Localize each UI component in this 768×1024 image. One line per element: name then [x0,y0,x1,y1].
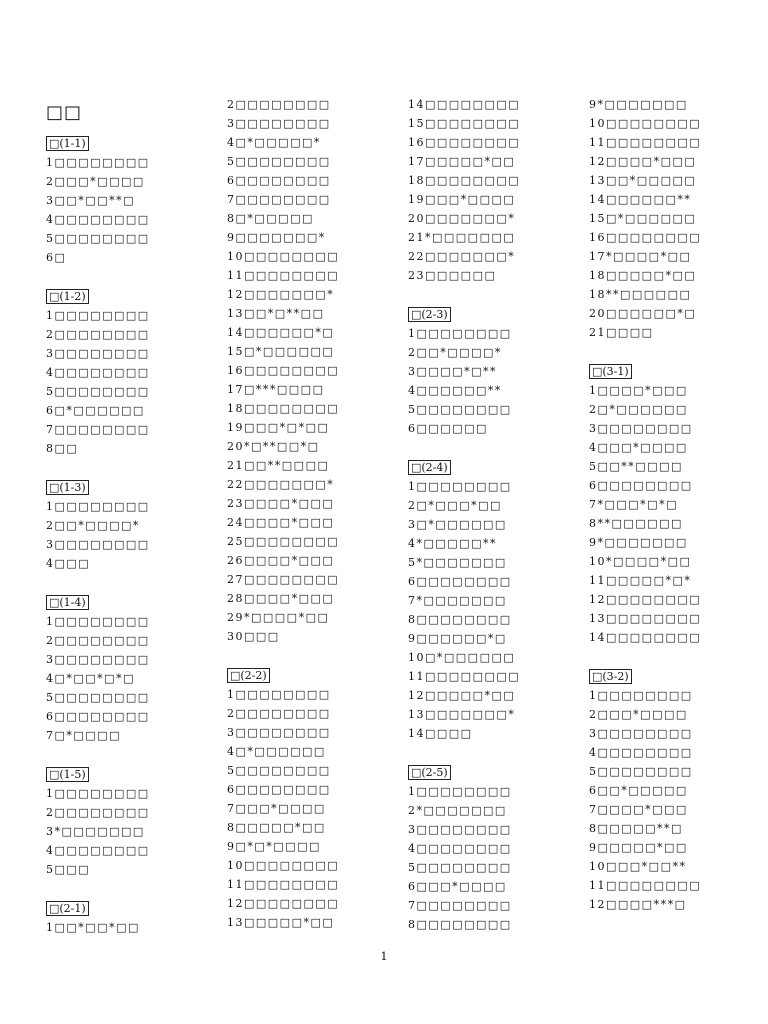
section [589,360,759,647]
text-line: 1□□□□□□□□ [589,689,693,702]
text-line: 1□□*□□*□□ [46,921,140,934]
text-line: 18□□□□□□□□ [227,402,340,415]
text-line: 12□□□□□□□* [227,288,335,301]
text-line: 5□□□□□□□□ [227,155,331,168]
text-line: 8□□□□□□□□ [408,613,512,626]
text-line: 4□□□□□□□□ [46,844,150,857]
text-line: 1□□□□□□□□ [46,309,150,322]
text-line: 14□□□□□□** [589,193,692,206]
text-line: 4□□□*□□□□ [589,441,688,454]
text-line: 7□*□□□□ [46,729,121,742]
text-line: 12□□□□***□ [589,898,687,911]
text-line: 5*□□□□□□□ [408,556,507,569]
section [46,132,216,267]
text-line: 2□□□*□□□□ [589,708,688,721]
text-line: 11□□□□□□□□ [589,136,702,149]
text-line: 1□□□□□□□□ [408,785,512,798]
text-line: 4□*□□*□*□ [46,672,135,685]
section-heading: □(1-1) [46,136,89,151]
text-line: 4□*□□□□□□ [227,745,326,758]
text-line: 22□□□□□□□* [408,250,516,263]
text-line: 9□□□□□□□* [227,231,326,244]
page-number: 1 [380,950,388,963]
text-line: 26□□□□*□□□ [227,554,335,567]
text-line: 13□□□□□□□* [408,708,516,721]
text-line: 7□□□*□□□□ [227,802,326,815]
text-line: 10□□□□□□□□ [227,250,340,263]
text-line: 13□□*□**□□ [227,307,325,320]
section-heading: □(1-2) [46,289,89,304]
text-line: 7□□□□*□□□ [589,803,688,816]
text-line: 3□□□□□□□□ [589,727,693,740]
text-line: 14□□□□□□□□ [589,631,702,644]
section-heading: □(2-5) [408,765,451,780]
text-line: 15□□□□□□□□ [408,117,521,130]
section [227,664,397,932]
text-line: 10*□□□□*□□ [589,555,692,568]
text-line: 15□*□□□□□□ [589,212,697,225]
section [408,303,578,438]
section-heading: □(2-1) [46,901,89,916]
section [227,95,397,646]
section [46,763,216,879]
section [46,591,216,745]
section [589,95,759,342]
text-line: 2□□*□□□□* [408,346,502,359]
text-line: 29*□□□□*□□ [227,611,330,624]
text-line: 1□□□□□□□□ [408,480,512,493]
section-heading: □(1-4) [46,595,89,610]
text-line: 12□□□□□□□□ [589,593,702,606]
text-line: 7□□□□□□□□ [408,899,512,912]
text-line: 1□□□□□□□□ [46,787,150,800]
text-line: 11□□□□□*□* [589,574,692,587]
page-title: □□ [46,102,83,123]
section-heading: □(2-4) [408,460,451,475]
section-heading: □(3-2) [589,669,632,684]
text-line: 3□*□□□□□□ [408,518,507,531]
text-line: 25□□□□□□□□ [227,535,340,548]
text-line: 6□□□□□□□□ [227,783,331,796]
text-line: 6□□□□□□□□ [589,479,693,492]
text-line: 4□□□□□□□□ [46,213,150,226]
section [589,665,759,914]
text-line: 5□□**□□□□ [589,460,683,473]
text-line: 18□□□□□□□□ [408,174,521,187]
text-line: 2□□□□□□□□ [46,634,150,647]
section [408,95,578,285]
text-line: 4□□□□□□□□ [589,746,693,759]
text-line: 11□□□□□□□□ [227,269,340,282]
text-line: 21*□□□□□□□ [408,231,516,244]
text-line: 8□*□□□□□ [227,212,314,225]
text-line: 10□□□□□□□□ [227,859,340,872]
text-line: 3□□□□□□□□ [46,538,150,551]
text-line: 10□*□□□□□□ [408,651,516,664]
text-line: 19□□□*□*□□ [227,421,330,434]
text-line: 9□□□□□□*□ [408,632,507,645]
text-line: 11□□□□□□□□ [589,879,702,892]
text-line: 5□□□□□□□□ [589,765,693,778]
text-line: 9*□□□□□□□ [589,536,688,549]
text-line: 6□□□*□□□□ [408,880,507,893]
text-line: 3□□*□□**□ [46,194,135,207]
section [46,476,216,573]
text-line: 16□□□□□□□□ [589,231,702,244]
text-line: 2□□□□□□□□ [227,98,331,111]
text-line: 6□□*□□□□□ [589,784,688,797]
section-heading: □(2-2) [227,668,270,683]
text-line: 20□□□□□□□* [408,212,516,225]
text-line: 23□□□□□□ [408,269,497,282]
text-line: 1□□□□□□□□ [408,327,512,340]
text-line: 18**□□□□□□ [589,288,692,301]
text-line: 4*□□□□□** [408,537,497,550]
text-line: 8**□□□□□□ [589,517,683,530]
text-line: 17□□□□□*□□ [408,155,516,168]
text-line: 2□*□□□*□□ [408,499,502,512]
text-line: 16□□□□□□□□ [408,136,521,149]
text-column-3 [408,95,578,952]
text-line: 3□□□□□□□□ [46,653,150,666]
text-line: 5□□□□□□□□ [227,764,331,777]
text-line: 17*□□□□*□□ [589,250,692,263]
text-line: 4□□□□□□□□ [46,366,150,379]
text-line: 24□□□□*□□□ [227,516,335,529]
text-line: 10□□□*□□** [589,860,687,873]
text-column-2 [227,95,397,950]
text-line: 6□□□□□□□□ [46,710,150,723]
text-line: 8□□ [46,442,79,455]
text-line: 7□□□□□□□□ [227,193,331,206]
text-line: 27□□□□□□□□ [227,573,340,586]
text-line: 20□□□□□□*□ [589,307,697,320]
text-line: 9□□□□□*□□ [589,841,688,854]
text-line: 3*□□□□□□□ [46,825,145,838]
text-line: 13□□□□□*□□ [227,916,335,929]
text-line: 8□□□□□□□□ [408,918,512,931]
section-heading: □(3-1) [589,364,632,379]
text-line: 30□□□ [227,630,280,643]
text-line: 14□□□□ [408,727,473,740]
text-line: 6□*□□□□□□ [46,404,145,417]
text-line: 9□*□*□□□□ [227,840,321,853]
text-line: 6□□□□□□ [408,422,488,435]
text-line: 6□□□□□□□□ [408,575,512,588]
text-line: 3□□□□□□□□ [408,823,512,836]
text-line: 2□□□□□□□□ [46,328,150,341]
text-line: 9*□□□□□□□ [589,98,688,111]
text-column-4 [589,95,759,932]
text-line: 4□□□□□□□□ [408,842,512,855]
text-line: 14□□□□□□*□ [227,326,335,339]
text-line: 3□□□□*□** [408,365,497,378]
text-line: 21□□□□ [589,326,654,339]
text-line: 4□□□□□□** [408,384,502,397]
section-heading: □(2-3) [408,307,451,322]
text-line: 12□□□□□□□□ [227,897,340,910]
section [408,761,578,934]
text-line: 21□□**□□□□ [227,459,330,472]
text-line: 11□□□□□□□□ [227,878,340,891]
text-line: 6□□□□□□□□ [227,174,331,187]
text-line: 11□□□□□□□□ [408,670,521,683]
text-line: 10□□□□□□□□ [589,117,702,130]
text-line: 16□□□□□□□□ [227,364,340,377]
text-line: 5□□□□□□□□ [46,691,150,704]
text-line: 18□□□□□*□□ [589,269,697,282]
text-line: 5□□□□□□□□ [46,385,150,398]
text-line: 1□□□□*□□□ [589,384,688,397]
section [46,285,216,458]
text-line: 3□□□□□□□□ [46,347,150,360]
text-line: 1□□□□□□□□ [46,500,150,513]
text-line: 14□□□□□□□□ [408,98,521,111]
text-line: 15□*□□□□□□ [227,345,335,358]
text-line: 12□□□□□*□□ [408,689,516,702]
text-line: 1□□□□□□□□ [46,156,150,169]
text-line: 2*□□□□□□□ [408,804,507,817]
section [408,456,578,743]
text-line: 5□□□ [46,863,91,876]
text-line: 2□□*□□□□* [46,519,140,532]
text-line: 19□□□*□□□□ [408,193,516,206]
text-line: 3□□□□□□□□ [589,422,693,435]
text-line: 6□ [46,251,67,264]
text-line: 1□□□□□□□□ [227,688,331,701]
text-line: 8□□□□□*□□ [227,821,326,834]
text-line: 17□***□□□□ [227,383,325,396]
text-line: 1□□□□□□□□ [46,615,150,628]
text-line: 3□□□□□□□□ [227,117,331,130]
text-line: 2□*□□□□□□ [589,403,688,416]
text-line: 8□□□□□**□ [589,822,683,835]
text-column-1 [46,132,216,955]
section [46,897,216,937]
text-line: 5□□□□□□□□ [408,861,512,874]
text-line: 23□□□□*□□□ [227,497,335,510]
text-line: 20*□**□□*□ [227,440,320,453]
text-line: 7□□□□□□□□ [46,423,150,436]
section-heading: □(1-5) [46,767,89,782]
text-line: 22□□□□□□□* [227,478,335,491]
section-heading: □(1-3) [46,480,89,495]
text-line: 28□□□□*□□□ [227,592,335,605]
text-line: 2□□□□□□□□ [227,707,331,720]
text-line: 5□□□□□□□□ [408,403,512,416]
text-line: 12□□□□*□□□ [589,155,697,168]
text-line: 7*□□□□□□□ [408,594,507,607]
text-line: 4□□□ [46,557,91,570]
text-line: 5□□□□□□□□ [46,232,150,245]
text-line: 2□□□□□□□□ [46,806,150,819]
text-line: 13□□*□□□□□ [589,174,697,187]
text-line: 13□□□□□□□□ [589,612,702,625]
text-line: 4□*□□□□□* [227,136,321,149]
text-line: 7*□□□*□*□ [589,498,678,511]
text-line: 3□□□□□□□□ [227,726,331,739]
text-line: 2□□□*□□□□ [46,175,145,188]
